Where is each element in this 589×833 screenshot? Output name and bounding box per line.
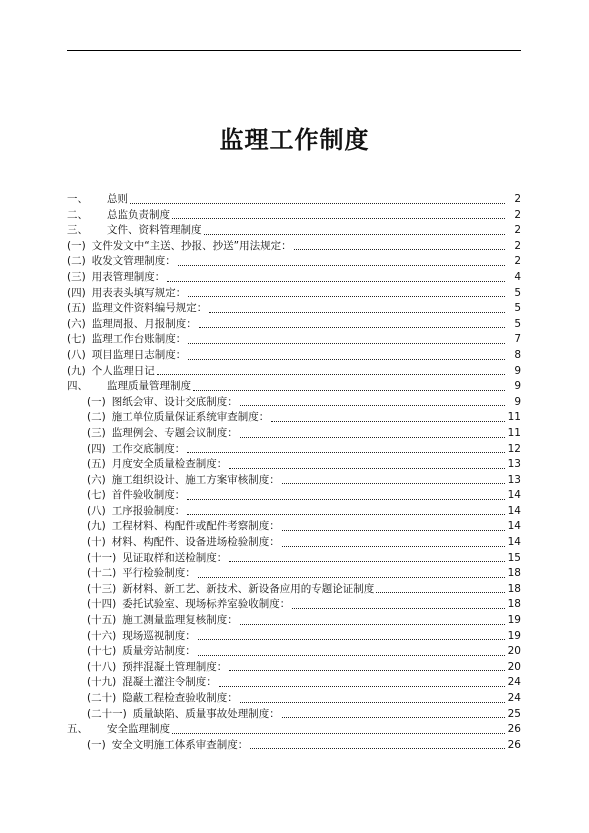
toc-entry-page: 20 [507,645,521,658]
toc-dot-leader [178,265,505,266]
toc-entry-title: 新材料、新工艺、新技术、新设备应用的专题论证制度 [122,582,375,595]
toc-entry-page: 26 [507,738,521,751]
toc-entry-title: 监理质量管理制度 [107,380,191,393]
toc-entry-page: 11 [507,411,521,424]
toc-entry-title: 月度安全质量检查制度： [111,458,228,471]
toc-entry[interactable] [67,551,521,567]
toc-entry-title: 工程材料、构配件或配件考察制度： [111,520,280,533]
toc-entry-title: 预拌混凝土管理制度： [122,660,228,673]
toc-entry-page: 2 [514,193,521,205]
toc-entry-title: 监理例会、专题会议制度： [111,426,238,439]
toc-entry[interactable] [67,473,521,489]
toc-entry-number: (十七) [87,645,117,658]
toc-entry-number: (四) [67,286,86,299]
toc-dot-leader [271,421,505,422]
toc-entry-title: 平行检验制度： [122,567,196,580]
toc-entry[interactable] [67,364,521,380]
toc-entry-number: (十五) [87,614,117,627]
toc-entry-page: 2 [514,224,521,237]
toc-entry-title: 首件验收制度： [111,489,186,502]
toc-entry-page: 11 [507,426,521,439]
toc-dot-leader [282,483,505,484]
toc-entry[interactable] [67,597,521,613]
toc-entry[interactable] [67,442,521,458]
toc-entry-number: (二十一) [87,707,127,720]
toc-entry[interactable] [67,519,521,535]
toc-entry[interactable] [67,410,521,426]
toc-entry-number: (五) [87,458,106,471]
toc-entry-page: 9 [514,395,521,408]
toc-entry-number: (八) [67,348,86,361]
toc-entry-page: 5 [514,286,521,299]
toc-dot-leader [198,577,505,578]
toc-dot-leader [240,702,505,703]
toc-entry-number: (三) [67,270,86,283]
toc-dot-leader [172,733,505,734]
toc-entry-title: 安全文明施工体系审查制度： [111,738,249,751]
toc-entry-page: 14 [507,520,521,533]
toc-dot-leader [229,561,505,562]
toc-entry-title: 混凝土灌注令制度： [122,676,217,689]
toc-entry-page: 25 [507,707,521,720]
toc-entry[interactable] [67,286,521,302]
toc-dot-leader [240,405,505,406]
toc-dot-leader [240,437,505,438]
toc-entry-page: 5 [514,317,521,330]
toc-dot-leader [193,390,505,391]
toc-entry-page: 2 [514,208,521,221]
toc-entry[interactable] [67,629,521,645]
toc-entry[interactable] [67,254,521,270]
toc-dot-leader [199,327,505,328]
toc-entry-title: 施工单位质量保证系统审查制度： [111,411,270,424]
toc-entry-number: 五、 [67,723,88,736]
toc-dot-leader [282,530,505,531]
table-of-contents [67,192,521,753]
toc-entry-title: 安全监理制度 [107,723,170,736]
toc-entry-number: (六) [87,473,106,486]
toc-entry-number: (九) [87,520,106,533]
toc-dot-leader [240,624,505,625]
toc-entry-page: 12 [507,442,521,455]
toc-entry-number: 四、 [67,380,88,393]
toc-entry[interactable] [67,348,521,364]
toc-entry-title: 施工组织设计、施工方案审核制度： [111,473,280,486]
toc-dot-leader [187,452,505,453]
toc-dot-leader [167,281,505,282]
toc-entry-title: 监理工作台账制度： [91,333,187,346]
toc-entry-number: (十九) [87,676,117,689]
toc-entry[interactable] [67,379,521,395]
toc-entry-title: 总监负责制度 [107,208,170,221]
toc-entry-number: 三、 [67,224,88,237]
toc-entry-number: (七) [87,489,106,502]
toc-entry-number: (二十) [87,692,117,704]
toc-entry-number: (十一) [87,551,117,564]
toc-entry-page: 13 [507,458,521,471]
toc-entry-page: 2 [514,255,521,268]
toc-entry[interactable] [67,722,521,738]
toc-entry[interactable] [67,239,521,255]
toc-entry-number: (十二) [87,567,117,580]
toc-dot-leader [229,670,505,671]
toc-dot-leader [219,686,505,687]
toc-dot-leader [282,717,505,718]
toc-dot-leader [172,218,505,219]
toc-entry-page: 24 [507,692,521,704]
document-title: 监理工作制度 [219,126,370,155]
header-rule [67,50,521,51]
toc-entry[interactable] [67,395,521,411]
toc-entry-title: 文件、资料管理制度 [107,224,202,237]
toc-entry-page: 19 [507,614,521,627]
toc-entry-number: (六) [67,317,86,330]
toc-entry-number: (八) [87,504,106,517]
toc-entry-title: 项目监理日志制度： [91,348,187,361]
toc-entry[interactable] [67,301,521,317]
toc-entry[interactable] [67,738,521,754]
toc-entry[interactable] [67,270,521,286]
toc-entry[interactable] [67,644,521,660]
toc-entry-page: 19 [507,629,521,642]
toc-entry[interactable] [67,675,521,691]
toc-dot-leader [198,639,505,640]
toc-entry-title: 工序报验制度： [111,504,186,517]
toc-dot-leader [292,608,505,609]
toc-dot-leader [250,748,505,749]
toc-entry[interactable] [67,426,521,442]
toc-dot-leader [187,514,505,515]
toc-entry-page: 18 [507,582,521,595]
toc-dot-leader [188,359,505,360]
toc-entry-title: 用表管理制度： [91,270,166,283]
toc-entry[interactable] [67,582,521,598]
toc-entry-number: (三) [87,426,106,439]
toc-entry[interactable] [67,535,521,551]
toc-entry-title: 工作交底制度： [111,442,186,455]
toc-entry-number: (二) [67,255,86,268]
toc-entry-number: (一) [87,395,106,408]
toc-dot-leader [376,592,505,593]
toc-entry-number: 二、 [67,208,88,221]
toc-entry-title: 图纸会审、设计交底制度： [111,395,238,408]
toc-dot-leader [198,655,505,656]
toc-entry[interactable] [67,192,521,208]
toc-entry-page: 8 [514,348,521,361]
toc-entry-page: 4 [514,270,521,283]
toc-dot-leader [187,499,505,500]
toc-entry[interactable] [67,332,521,348]
toc-entry-title: 监理文件资料编号规定： [91,302,208,315]
toc-entry-title: 质量缺陷、质量事故处理制度： [132,707,280,720]
toc-entry[interactable] [67,488,521,504]
toc-entry-page: 7 [514,333,521,346]
toc-entry-page: 26 [507,723,521,736]
toc-entry-page: 14 [507,504,521,517]
toc-entry-number: (十八) [87,660,117,673]
toc-entry-number: (一) [67,239,86,252]
toc-entry-page: 15 [507,551,521,564]
toc-entry-title: 现场巡视制度： [122,629,196,642]
toc-entry[interactable] [67,691,521,707]
toc-dot-leader [282,546,505,547]
toc-dot-leader [204,234,506,235]
toc-entry-title: 隐蔽工程检查验收制度： [122,692,238,704]
toc-entry-page: 5 [514,302,521,315]
toc-entry[interactable] [67,208,521,224]
toc-entry-number: (十四) [87,598,117,611]
toc-dot-leader [229,468,505,469]
toc-entry-page: 20 [507,660,521,673]
toc-entry-title: 文件发文中“主送、抄报、抄送”用法规定： [91,239,292,252]
toc-entry-title: 施工测量监理复核制度： [122,614,238,627]
toc-entry-page: 18 [507,598,521,611]
toc-entry[interactable] [67,566,521,582]
toc-entry-number: 一、 [67,193,88,205]
toc-entry-title: 收发文管理制度： [91,255,176,268]
toc-dot-leader [294,249,505,250]
toc-entry-page: 18 [507,567,521,580]
toc-entry-title: 委托试验室、现场标养室验收制度： [122,598,291,611]
toc-entry-page: 14 [507,489,521,502]
toc-entry-page: 24 [507,676,521,689]
toc-entry[interactable] [67,660,521,676]
toc-entry-number: (十三) [87,582,117,595]
toc-entry-number: (二) [87,411,106,424]
toc-dot-leader [209,312,505,313]
toc-entry-page: 13 [507,473,521,486]
toc-entry-number: (四) [87,442,106,455]
toc-entry[interactable] [67,457,521,473]
toc-entry-page: 14 [507,536,521,549]
toc-entry-title: 用表表头填写规定： [91,286,187,299]
toc-entry-number: (一) [87,738,106,751]
toc-entry-number: (七) [67,333,86,346]
toc-dot-leader [188,343,505,344]
toc-entry-number: (五) [67,302,86,315]
toc-dot-leader [157,374,505,375]
toc-entry-title: 监理周报、月报制度： [91,317,197,330]
toc-entry[interactable] [67,613,521,629]
toc-entry-page: 2 [514,239,521,252]
toc-entry[interactable] [67,317,521,333]
toc-entry-title: 总则 [107,193,128,205]
toc-entry-number: (十) [87,536,106,549]
toc-entry[interactable] [67,504,521,520]
toc-dot-leader [188,296,505,297]
toc-dot-leader [130,203,505,204]
toc-entry-page: 9 [514,364,521,377]
toc-entry-title: 材料、构配件、设备进场检验制度： [111,536,280,549]
toc-entry-title: 个人监理日记 [91,364,155,377]
toc-entry-title: 见证取样和送检制度： [122,551,228,564]
toc-entry-page: 9 [514,380,521,393]
toc-entry[interactable] [67,707,521,723]
toc-entry-number: (十六) [87,629,117,642]
toc-entry-number: (九) [67,364,86,377]
toc-entry-title: 质量旁站制度： [122,645,196,658]
toc-entry[interactable] [67,223,521,239]
